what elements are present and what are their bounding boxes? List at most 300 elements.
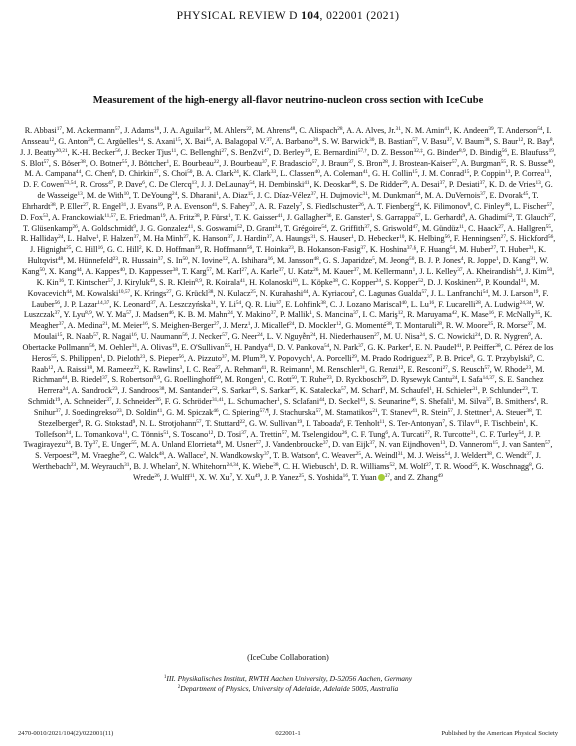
author-entry — [436, 386, 478, 395]
author-affiliation-number: 38 — [495, 342, 501, 349]
author-affiliation-number: 12 — [335, 321, 342, 328]
author-name: I. Taboada — [306, 418, 341, 428]
author-name: A. Ghadimi — [468, 212, 508, 222]
author-entry — [90, 159, 127, 168]
author-affiliation-number: 57 — [206, 266, 212, 273]
author-affiliation-number: 54 — [518, 429, 524, 436]
author-entry — [20, 213, 48, 222]
author-name: E. Resconi — [407, 364, 443, 374]
author-entry — [419, 267, 462, 276]
author-affiliation-number: 38 — [386, 321, 392, 328]
author-affiliation-number: 27 — [500, 234, 506, 241]
author-entry — [384, 332, 425, 341]
author-name: E. Blaufuss — [511, 147, 549, 157]
author-name: S. Dharani — [181, 191, 217, 201]
author-name: S. C. Nowicki — [429, 332, 476, 342]
author-affiliation-number: 19 — [194, 245, 201, 252]
author-affiliation-number: 38 — [526, 407, 532, 414]
author-name: W. Rhode — [493, 364, 526, 374]
author-name: P. A. Evenson — [166, 201, 212, 211]
author-name: T. Huber — [500, 245, 529, 255]
author-entry — [411, 180, 445, 189]
author-name: S. Tilav — [449, 418, 475, 428]
author-entry — [363, 267, 415, 276]
author-affiliation-number: 11,57 — [104, 212, 116, 219]
author-name: R. Nagai — [102, 332, 132, 342]
author-name: P. Peiffer — [465, 342, 496, 352]
author-name: M. Tselengidou — [291, 429, 342, 439]
author-affiliation-number: 38 — [159, 386, 165, 393]
author-name: F. Tischbein — [483, 418, 524, 428]
author-name: S. Choi — [162, 169, 188, 179]
author-affiliation-number: 41 — [187, 223, 194, 230]
author-entry — [480, 430, 524, 439]
author-entry — [222, 191, 253, 200]
author-entry — [111, 375, 160, 384]
author-name: H. Schieler — [435, 386, 473, 396]
author-name: I. C. Mariş — [362, 310, 398, 320]
article-info: , 022001 (2021) — [319, 10, 400, 22]
author-entry — [473, 169, 510, 178]
author-affiliation-number: 4 — [533, 397, 537, 404]
author-name: P. Dave — [117, 180, 143, 190]
author-entry — [498, 126, 543, 135]
author-affiliation-number: 56 — [89, 342, 95, 349]
author-affiliation-number: 27 — [213, 321, 220, 328]
author-affiliation-number: 16 — [488, 310, 494, 317]
author-entry — [143, 365, 182, 374]
author-name: L. Classen — [280, 169, 315, 179]
author-name: J. J. DeLaunay — [201, 180, 250, 190]
author-name: T. Stanev — [381, 407, 413, 417]
author-entry — [119, 169, 159, 178]
author-affiliation-number: 19 — [533, 288, 539, 295]
author-affiliation-number: 37 — [457, 266, 463, 273]
author-name: G. Momenté — [345, 321, 387, 331]
author-entry — [60, 202, 89, 211]
author-entry — [61, 354, 103, 363]
author-affiliation-number: 54 — [323, 342, 330, 349]
author-affiliation-number: 9 — [133, 223, 137, 230]
author-entry — [228, 397, 280, 406]
author-entry — [298, 245, 366, 254]
author-entry — [358, 159, 388, 168]
author-entry — [301, 375, 332, 384]
author-entry — [169, 213, 200, 222]
author-name: S. Fahey — [221, 201, 250, 211]
author-name: T. Yuan — [351, 473, 377, 482]
author-entry — [173, 430, 214, 439]
author-affiliation-number: 23 — [326, 375, 332, 382]
author-entry — [146, 245, 200, 254]
author-entry — [461, 375, 494, 384]
author-affiliation-number: 31 — [124, 462, 130, 469]
author-affiliation-number: 16 — [58, 277, 64, 284]
author-entry — [489, 180, 541, 189]
author-name: G. Anton — [58, 136, 89, 146]
author-entry — [126, 408, 162, 417]
author-affiliation-number: 50 — [182, 256, 188, 263]
author-entry — [385, 278, 423, 287]
author-name: N. Park — [333, 342, 359, 352]
author-entry — [369, 397, 415, 406]
author-name: M. Jansson — [276, 256, 314, 266]
author-name: A. Medina — [67, 321, 103, 331]
author-name: J. Braun — [321, 158, 349, 168]
author-name: N. Whitehorn — [182, 462, 227, 472]
author-name: J. Bourbeau — [223, 158, 262, 168]
author-affiliation-number: 52 — [389, 462, 395, 469]
author-name: U. Katz — [287, 266, 314, 276]
author-name: A. Hallgren — [507, 223, 546, 233]
author-entry — [470, 148, 507, 157]
author-entry — [133, 191, 178, 200]
author-entry — [456, 137, 490, 146]
author-affiliation-number: 26 — [341, 429, 348, 436]
author-name: D. V. Pankova — [277, 342, 324, 352]
author-entry — [217, 289, 255, 298]
author-affiliation-number: 31 — [528, 245, 535, 252]
author-entry — [390, 386, 432, 395]
author-name: A. Diaz — [222, 191, 248, 201]
author-affiliation-number: 57 — [421, 288, 427, 295]
author-name: A. Balagopal V. — [214, 136, 267, 146]
author-entry — [322, 137, 374, 146]
author-affiliation-number: 15 — [412, 169, 418, 176]
author-name: W. Y. Ma — [95, 310, 127, 320]
author-affiliation-number: 57 — [315, 407, 321, 414]
author-name: A. A. Alves, Jr. — [346, 126, 396, 135]
author-entry — [496, 408, 532, 417]
author-entry — [376, 213, 420, 222]
author-affiliation-number: 50 — [39, 266, 45, 273]
author-name: N. Kurahashi — [259, 288, 304, 298]
author-affiliation-number: 1 — [95, 234, 99, 241]
author-name: S. Reusch — [452, 364, 485, 374]
author-name: D. Bindig — [469, 147, 502, 157]
author-name: E. Dvorak — [489, 191, 523, 201]
author-entry — [365, 451, 403, 460]
author-affiliation-number: 31,41 — [212, 397, 224, 404]
author-entry — [75, 440, 98, 449]
author-name: J. Adams — [124, 126, 155, 135]
author-entry — [316, 310, 358, 319]
author-entry — [332, 440, 375, 449]
author-name: D. Kang — [502, 256, 531, 266]
author-affiliation-number: 54 — [414, 201, 420, 208]
author-name: M. Ahlers — [213, 126, 247, 135]
author-name: R. Maruyama — [407, 310, 452, 320]
author-entry — [511, 148, 554, 157]
author-entry — [283, 462, 337, 471]
author-name: D. Mockler — [298, 321, 336, 331]
author-entry — [379, 256, 415, 265]
author-entry — [224, 365, 266, 374]
author-affiliation-number: 14,37 — [97, 299, 110, 306]
author-entry — [454, 451, 492, 460]
author-entry — [307, 202, 364, 211]
author-affiliation-number: 37 — [249, 201, 256, 208]
author-affiliation-number: 26 — [88, 136, 94, 143]
author-affiliation-number: 54 — [415, 191, 421, 198]
author-name: R. Hussain — [122, 256, 158, 266]
author-entry — [107, 354, 145, 363]
author-name: C. De Clercq — [149, 180, 192, 190]
author-entry — [382, 408, 418, 417]
author-name: G. Renzi — [369, 364, 399, 374]
author-entry — [65, 408, 122, 417]
author-name: C. Kopper — [341, 277, 376, 287]
author-name: K. Tollefson — [35, 418, 538, 439]
author-name: R. W. Moore — [445, 321, 488, 331]
author-name: C. Bellenghi — [180, 147, 222, 157]
author-affiliation-number: 26 — [154, 473, 160, 479]
author-entry — [494, 365, 532, 374]
author-entry — [168, 451, 206, 460]
author-affiliation-number: 57 — [93, 332, 99, 339]
author-entry — [405, 126, 450, 135]
author-affiliation-number: 31 — [362, 191, 368, 198]
author-affiliation-number: 24 — [62, 386, 68, 393]
author-affiliation-number: 37 — [270, 310, 276, 317]
author-name: K. Wiebe — [242, 462, 274, 472]
author-name: J. Schneider — [115, 397, 156, 407]
author-entry — [425, 213, 466, 222]
author-affiliation-number: 31 — [470, 429, 476, 436]
author-entry — [484, 332, 530, 341]
author-name: A. Karle — [250, 266, 279, 276]
author-entry — [268, 375, 297, 384]
author-name: A. Turcati — [391, 429, 425, 439]
author-affiliation-number: 56 — [178, 353, 184, 360]
author-name: T. Stezelberger — [38, 407, 543, 428]
author-name: C. Tönnis — [131, 429, 164, 439]
author-affiliation-number: 1 — [351, 234, 354, 241]
author-name: I. C. Rea — [186, 364, 216, 374]
author-affiliation-number: 38 — [486, 451, 492, 458]
author-name: A. Desai — [411, 180, 440, 190]
author-name: Y. Popovych — [268, 353, 311, 363]
author-name: C. Spiering — [222, 407, 260, 417]
author-name: C. Weaver — [321, 451, 356, 461]
author-name: D. Pieloth — [107, 353, 140, 363]
author-affiliation-number: 37 — [360, 245, 366, 252]
author-affiliation-number: 43 — [251, 386, 257, 393]
author-entry — [81, 451, 124, 460]
author-entry — [379, 440, 445, 449]
author-name: A. Pizzuto — [187, 353, 222, 363]
affiliation-number: 2 — [177, 685, 181, 690]
author-entry — [166, 408, 218, 417]
author-entry — [299, 126, 342, 135]
author-name: R. G. Stokstad — [85, 418, 133, 428]
author-affiliation-number: 28 — [475, 299, 481, 306]
author-name: J. Hignight — [29, 245, 67, 255]
author-name: M. Jeong — [378, 256, 410, 266]
author-name: S. Goswami — [197, 223, 238, 233]
author-name: A. Porcelli — [316, 353, 352, 363]
author-affiliation-number: 1 — [382, 386, 386, 393]
author-entry — [129, 451, 164, 460]
author-affiliation-number: 44 — [76, 266, 82, 273]
journal-volume: 104 — [301, 10, 320, 22]
author-name: D. R. Nygren — [484, 332, 529, 342]
author-name: Y. Makino — [236, 310, 271, 320]
author-entry — [411, 300, 434, 309]
author-entry — [85, 169, 114, 178]
author-entry — [210, 451, 269, 460]
author-name: G. K. Parker — [367, 342, 409, 352]
author-name: J. P. Lazar — [63, 299, 98, 309]
author-affiliation-number: 22 — [475, 277, 482, 284]
author-name: I. Safa — [461, 375, 483, 385]
author-name: Q. R. Liu — [245, 299, 276, 309]
author-affiliation-number: 21 — [372, 407, 378, 414]
author-affiliation-number: 37 — [54, 310, 60, 317]
author-affiliation-number: 57 — [255, 440, 262, 447]
author-affiliation-number: 37 — [221, 353, 228, 360]
author-affiliation-number: 57 — [196, 418, 202, 425]
author-name: A. Kheirandish — [466, 266, 516, 276]
author-entry — [291, 430, 347, 439]
author-affiliation-number: 57 — [546, 201, 553, 208]
author-name: G. Roellinghoff — [164, 375, 216, 385]
author-name: L. Gerhardt — [424, 212, 463, 222]
author-name: J. van Santen — [501, 440, 546, 450]
author-name: H. Dembinski — [258, 180, 305, 190]
author-entry — [25, 126, 62, 135]
author-affiliation-number: 37 — [227, 234, 233, 241]
author-affiliation-number: 41 — [267, 342, 274, 349]
author-affiliation-number: 38 — [484, 136, 490, 143]
author-name: C. Argüelles — [97, 136, 138, 146]
author-entry — [372, 191, 421, 200]
author-name: S. Sarkar — [221, 386, 252, 396]
author-affiliation-number: 12 — [208, 429, 214, 436]
author-entry — [284, 397, 325, 406]
author-entry — [391, 375, 458, 384]
author-affiliation-number: 1 — [228, 212, 231, 219]
author-affiliation-number: 38 — [320, 299, 326, 306]
author-name: K. Mase — [461, 310, 489, 320]
author-affiliation-number: 25 — [66, 245, 72, 252]
author-name: E. Unger — [102, 440, 132, 450]
author-entry — [159, 278, 202, 287]
author-name: H. Dujmovic — [320, 191, 363, 201]
author-name: S. Griswold — [373, 223, 413, 233]
author-affiliation-number: 48 — [290, 126, 296, 132]
author-entry — [116, 397, 161, 406]
affiliation-text: Department of Physics, University of Adelaide, Adelaide 5005, Australia — [180, 684, 399, 693]
author-affiliation-number: 26 — [72, 223, 78, 230]
author-affiliation-number: 37 — [241, 429, 247, 436]
author-name: M. de With — [86, 191, 124, 201]
affiliation-number: 1 — [163, 675, 167, 680]
author-affiliation-number: 18 — [86, 364, 93, 371]
author-affiliation-number: 8 — [467, 201, 471, 208]
author-entry — [482, 386, 528, 395]
author-entry — [87, 191, 129, 200]
author-name: K. D. de Vries — [488, 180, 536, 190]
author-name: C. Lagunas Gualda — [358, 288, 422, 298]
author-affiliation-number: 2 — [203, 451, 207, 458]
author-affiliation-number: 47 — [108, 180, 114, 187]
author-name: F. Henningsen — [453, 234, 501, 244]
author-affiliation-number: 2 — [175, 462, 178, 469]
author-affiliation-number: 8,9 — [459, 147, 466, 154]
author-entry — [117, 278, 155, 287]
author-name: A. Barbano — [275, 136, 313, 146]
author-affiliation-number: 37 — [322, 440, 329, 447]
author-affiliation-number: 56 — [501, 147, 508, 154]
author-entry — [129, 267, 178, 276]
author-entry — [314, 180, 356, 189]
author-affiliation-number: 50 — [409, 256, 415, 263]
author-entry — [371, 148, 423, 157]
author-affiliation-number: 15 — [492, 440, 498, 447]
author-entry — [374, 224, 418, 233]
author-name: A. Leszczyńska — [159, 299, 211, 309]
author-entry — [424, 202, 470, 211]
author-entry — [363, 310, 404, 319]
author-affiliation-number: 37 — [369, 440, 375, 447]
author-entry — [256, 126, 296, 135]
author-affiliation-number: 38 — [208, 288, 214, 295]
author-entry — [408, 234, 449, 243]
author-affiliation-number: 41 — [456, 342, 462, 349]
author-affiliation-number: 46 — [410, 397, 416, 404]
author-entry — [435, 462, 477, 471]
orcid-icon[interactable] — [378, 474, 385, 481]
author-affiliation-number: 2 — [139, 245, 142, 252]
author-affiliation-number: 37 — [266, 136, 272, 143]
author-name: P. B. Price — [436, 353, 471, 363]
author-entry — [399, 462, 431, 471]
author-affiliation-number: 47 — [263, 147, 270, 154]
author-name: A. Sandrock — [71, 386, 113, 396]
author-name: S. Shefali — [419, 397, 452, 407]
author-name: T. B. Watson — [273, 451, 316, 461]
author-entry — [273, 408, 321, 417]
author-list: R. Abbasi$^{17}$, M. Ackermann$^{57}$, J. Adams$^{18}$, J. A. Aguilar$^{12}$, M. Ahlers$^{22}$, M. Ahrens$^{48}$, C. Alispach$^{28}$, A. A. Alves, Jr.$^{31}$, N. M. Amin$^{41}$, K. Andeen$^{39}$, T. Anderson$^{54}$, I. Ansseau$^{12}$, G. Anton$^{26}$, C. Argüelles$^{14}$, S. Axani$^{15}$, X. Bai$^{45}$, A. Balagopal V.$^{37}$, A. Barbano$^{28}$, S. W. Barwick$^{30}$, B. Bastian$^{57}$, V. Basu$^{37}$, V. Baum$^{38}$, S. Baur$^{12}$, R. Bay$^8$, J. J. Beatty$^{20,21}$, K.-H. Becker$^{56}$, J. Becker Tjus$^{11}$, C. Bellenghi$^{27}$, S. BenZvi$^{47}$, D. Berley$^{19}$, E. Bernardini$^{57,\dagger}$, D. Z. Besson$^{32,\ddagger}$, G. Binder$^{8,9}$, D. Bindig$^{56}$, E. Blaufuss$^{19}$, S. Blot$^{57}$, S. Böser$^{38}$, O. Botner$^{55}$, J. Böttcher$^1$, E. Bourbeau$^{22}$, J. Bourbeau$^{37}$, F. Bradascio$^{57}$, J. Braun$^{37}$, S. Bron$^{28}$, J. Brostean-Kaiser$^{57}$, A. Burgman$^{55}$, R. S. Busse$^{40}$, M. A. Campana$^{44}$, C. Chen$^6$, D. Chirkin$^{37}$, S. Choi$^{50}$, B. A. Clark$^{24}$, K. Clark$^{33}$, L. Classen$^{40}$, A. Coleman$^{41}$, G. H. Collin$^{15}$, J. M. Conrad$^{15}$, P. Coppin$^{13}$, P. Correa$^{13}$, D. F. Cowen$^{53,54}$, R. Cross$^{47}$, P. Dave$^6$, C. De Clercq$^{13}$, J. J. DeLaunay$^{54}$, H. Dembinski$^{41}$, K. Deoskar$^{48}$, S. De Ridder$^{29}$, A. Desai$^{37}$, P. Desiati$^{37}$, K. D. de Vries$^{13}$, G. de Wasseige$^{13}$, M. de With$^{10}$, T. DeYoung$^{24}$, S. Dharani$^1$, A. Diaz$^{15}$, J. C. Díaz-Vélez$^{37}$, H. Dujmovic$^{31}$, M. Dunkman$^{54}$, M. A. DuVernois$^{37}$, E. Dvorak$^{45}$, T. Ehrhardt$^{38}$, P. Eller$^{27}$, R. Engel$^{31}$, J. Evans$^{19}$, P. A. Evenson$^{41}$, S. Fahey$^{37}$, A. R. Fazely$^7$, S. Fiedlschuster$^{26}$, A. T. Fienberg$^{54}$, K. Filimonov$^8$, C. Finley$^{48}$, L. Fischer$^{57}$, D. Fox$^{53}$, A. Franckowiak$^{11,57}$, E. Friedman$^{19}$, A. Fritz$^{38}$, P. Fürst$^1$, T. K. Gaisser$^{41}$, J. Gallagher$^{36}$, E. Ganster$^1$, S. Garrappa$^{57}$, L. Gerhardt$^9$, A. Ghadimi$^{52}$, T. Glauch$^{27}$, T. Glüsenkamp$^{26}$, A. Goldschmidt$^9$, J. G. Gonzalez$^{41}$, S. Goswami$^{52}$, D. Grant$^{24}$, T. Grégoire$^{54}$, Z. Griffith$^{37}$, S. Griswold$^{47}$, M. Gündüz$^{11}$, C. Haack$^{27}$, A. Hallgren$^{55}$, R. Halliday$^{24}$, L. Halve$^1$, F. Halzen$^{37}$, M. Ha Minh$^{27}$, K. Hanson$^{37}$, J. Hardin$^{37}$, A. Haungs$^{31}$, S. Hauser$^1$, D. Hebecker$^{10}$, K. Helbing$^{56}$, F. Henningsen$^{27}$, S. Hickford$^{56}$, J. Hignight$^{25}$, C. Hill$^{16}$, G. C. Hill$^2$, K. D. Hoffman$^{19}$, R. Hoffmann$^{56}$, T. Hoinka$^{23}$, B. Hokanson-Fasig$^{37}$, K. Hoshina$^{37,\S}$, F. Huang$^{54}$, M. Huber$^{27}$, T. Huber$^{31}$, K. Hultqvist$^{48}$, M. Hünnefeld$^{23}$, R. Hussain$^{37}$, S. In$^{50}$, N. Iovine$^{12}$, A. Ishihara$^{16}$, M. Jansson$^{48}$, G. S. Japaridze$^5$, M. Jeong$^{50}$, B. J. P. Jones$^4$, R. Joppe$^1$, D. Kang$^{31}$, W. Kang$^{50}$, X. Kang$^{44}$, A. Kappes$^{40}$, D. Kappesser$^{38}$, T. Karg$^{57}$, M. Karl$^{27}$, A. Karle$^{37}$, U. Katz$^{26}$, M. Kauer$^{37}$, M. Kellermann$^1$, J. L. Kelley$^{37}$, A. Kheirandish$^{54}$, J. Kim$^{50}$, K. Kin$^{16}$, T. Kintscher$^{57}$, J. Kiryluk$^{49}$, S. R. Klein$^{8,9}$, R. Koirala$^{41}$, H. Kolanoski$^{10}$, L. Köpke$^{38}$, C. Kopper$^{24}$, S. Kopper$^{52}$, D. J. Koskinen$^{22}$, P. Koundal$^{31}$, M. Kovacevich$^{44}$, M. Kowalski$^{10,57}$, K. Krings$^{27}$, G. Krückl$^{38}$, N. Kulacz$^{25}$, N. Kurahashi$^{44}$, A. Kyriacou$^2$, C. Lagunas Gualda$^{57}$, J. L. Lanfranchi$^{54}$, M. J. Larson$^{19}$, F. Lauber$^{56}$, J. P. Lazar$^{14,37}$, K. Leonard$^{37}$, A. Leszczyńska$^{31}$, Y. Li$^{54}$, Q. R. Liu$^{37}$, E. Lohfink$^{38}$, C. J. Lozano Mariscal$^{40}$, L. Lu$^{16}$, F. Lucarelli$^{28}$, A. Ludwig$^{24,34}$, W. Luszczak$^{37}$, Y. Lyu$^{8,9}$, W. Y. Ma$^{57}$, J. Madsen$^{46}$, K. B. M. Mahn$^{24}$, Y. Makino$^{37}$, P. Mallik$^1$, S. Mancina$^{37}$, I. C. Mariş$^{12}$, R. Maruyama$^{42}$, K. Mase$^{16}$, F. McNally$^{35}$, K. Meagher$^{37}$, A. Medina$^{21}$, M. Meier$^{16}$, S. Meighen-Berger$^{27}$, J. Merz$^1$, J. Micallef$^{24}$, D. Mockler$^{12}$, G. Momenté$^{38}$, T. Montaruli$^{28}$, R. W. Moore$^{25}$, R. Morse$^{37}$, M. Moulai$^{15}$, R. Naab$^{57}$, R. Nagai$^{16}$, U. Naumann$^{56}$, J. Necker$^{57}$, G. Neer$^{24}$, L. V. Nguyễn$^{24}$, H. Niederhausen$^{27}$, M. U. Nisa$^{24}$, S. C. Nowicki$^{24}$, D. R. Nygren$^9$, A. Obertacke Pollmann$^{56}$, M. Oehler$^{31}$, A. Olivas$^{19}$, E. O'Sullivan$^{55}$, H. Pandya$^{41}$, D. V. Pankova$^{54}$, N. Park$^{37}$, G. K. Parker$^4$, E. N. Paudel$^{41}$, P. Peiffer$^{38}$, C. Pérez de los Heros$^{55}$, S. Philippen$^1$, D. Pieloth$^{23}$, S. Pieper$^{56}$, A. Pizzuto$^{37}$, M. Plum$^{39}$, Y. Popovych$^1$, A. Porcelli$^{29}$, M. Prado Rodriguez$^{37}$, P. B. Price$^8$, G. T. Przybylski$^9$, C. Raab$^{12}$, A. Raissi$^{18}$, M. Rameez$^{22}$, K. Rawlins$^3$, I. C. Rea$^{27}$, A. Rehman$^{41}$, R. Reimann$^1$, M. Renschler$^{31}$, G. Renzi$^{12}$, E. Resconi$^{27}$, S. Reusch$^{57}$, W. Rhode$^{23}$, M. Richman$^{44}$, B. Riedel$^{37}$, S. Robertson$^{8,9}$, G. Roellinghoff$^{50}$, M. Rongen$^1$, C. Rott$^{50}$, T. Ruhe$^{23}$, D. Ryckbosch$^{29}$, D. Rysewyk Cantu$^{24}$, I. Safa$^{14,37}$, S. E. Sanchez Herrera$^{24}$, A. Sandrock$^{23}$, J. Sandroos$^{38}$, M. Santander$^{52}$, S. Sarkar$^{43}$, S. Sarkar$^{25}$, K. Satalecka$^{57}$, M. Scharf$^1$, M. Schaufel$^1$, H. Schieler$^{31}$, P. Schlunder$^{23}$, T. Schmidt$^{19}$, A. Schneider$^{37}$, J. Schneider$^{26}$, F. G. Schröder$^{31,41}$, L. Schumacher$^1$, S. Sclafani$^{44}$, D. Seckel$^{41}$, S. Seunarine$^{46}$, S. Shefali$^1$, M. Silva$^{37}$, B. Smithers$^4$, R. Snihur$^{37}$, J. Soedingrekso$^{23}$, D. Soldin$^{41}$, G. M. Spiczak$^{46}$, C. Spiering$^{57,\P}$, J. Stachurska$^{57}$, M. Stamatikos$^{21}$, T. Stanev$^{41}$, R. Stein$^{57}$, J. Stettner$^1$, A. Steuer$^{38}$, T. Stezelberger$^9$, R. G. Stokstad$^9$, N. L. Strotjohann$^{57}$, T. Stuttard$^{22}$, G. W. Sullivan$^{19}$, I. Taboada$^6$, F. Tenholt$^{11}$, S. Ter-Antonyan$^7$, S. Tilav$^{41}$, F. Tischbein$^1$, K. Tollefson$^{24}$, L. Tomankova$^{11}$, C. Tönnis$^{51}$, S. Toscano$^{12}$, D. Tosi$^{37}$, A. Trettin$^{57}$, M. Tselengidou$^{26}$, C. F. Tung$^6$, A. Turcati$^{27}$, R. Turcotte$^{31}$, C. F. Turley$^{54}$, J. P. Twagirayezu$^{24}$, B. Ty$^{37}$, E. Unger$^{55}$, M. A. Unland Elorrieta$^{40}$, M. Usner$^{57}$, J. Vandenbroucke$^{37}$, D. van Eijk$^{37}$, N. van Eijndhoven$^{13}$, D. Vannerom$^{15}$, J. van Santen$^{57}$, S. Verpoest$^{29}$, M. Vraeghe$^{29}$, C. Walck$^{48}$, A. Wallace$^2$, N. Wandkowsky$^{37}$, T. B. Watson$^4$, C. Weaver$^{25}$, A. Weindl$^{31}$, M. J. Weiss$^{54}$, J. Weldert$^{38}$, C. Wendt$^{37}$, J. Werthebach$^{23}$, M. Weyrauch$^{31}$, B. J. Whelan$^2$, N. Whitehorn$^{24,34}$, K. Wiebe$^{38}$, C. H. Wiebusch$^1$, D. R. Williams$^{52}$, M. Wolf$^{27}$, T. R. Wood$^{25}$, K. Woschnagg$^8$, G. Wrede$^{26}$, J. Wulff$^{11}$, X. W. Xu$^7$, Y. Xu$^{49}$, J. P. Yanez$^{25}$, S. Yoshida$^{16}$, T. Yuan $^{37}$, and Z. Zhang$^{49}$ — [20, 126, 556, 482]
author-affiliation-number: 39 — [488, 126, 494, 132]
author-affiliation-number: 27 — [221, 147, 227, 154]
author-entry — [197, 224, 242, 233]
author-affiliation-number: 50 — [187, 169, 193, 176]
author-entry — [351, 430, 388, 439]
author-affiliation-number: 24 — [310, 332, 316, 339]
author-entry — [333, 343, 363, 352]
author-entry — [259, 202, 303, 211]
author-affiliation-number: 57 — [126, 310, 132, 317]
author-entry — [389, 419, 445, 428]
author-affiliation-number: 8,9 — [153, 375, 161, 382]
author-entry — [103, 234, 139, 243]
author-name: P. Mallik — [280, 310, 310, 320]
author-entry — [275, 137, 318, 146]
author-affiliation-number: 37 — [384, 473, 391, 479]
author-name: J. J. Beatty — [20, 147, 56, 157]
author-entry — [23, 224, 78, 233]
author-name: G. C. Hill — [106, 245, 139, 255]
author-entry — [358, 234, 404, 243]
author-affiliation-number: 53 — [42, 212, 49, 219]
author-affiliation-number: 54 — [249, 180, 255, 187]
affiliation-text: III. Physikalisches Institut, RWTH Aachen University, D-52056 Aachen, Germany — [166, 674, 413, 683]
author-name: D. Hebecker — [358, 234, 400, 244]
author-name: R. Bay — [527, 136, 550, 146]
author-entry — [245, 300, 281, 309]
